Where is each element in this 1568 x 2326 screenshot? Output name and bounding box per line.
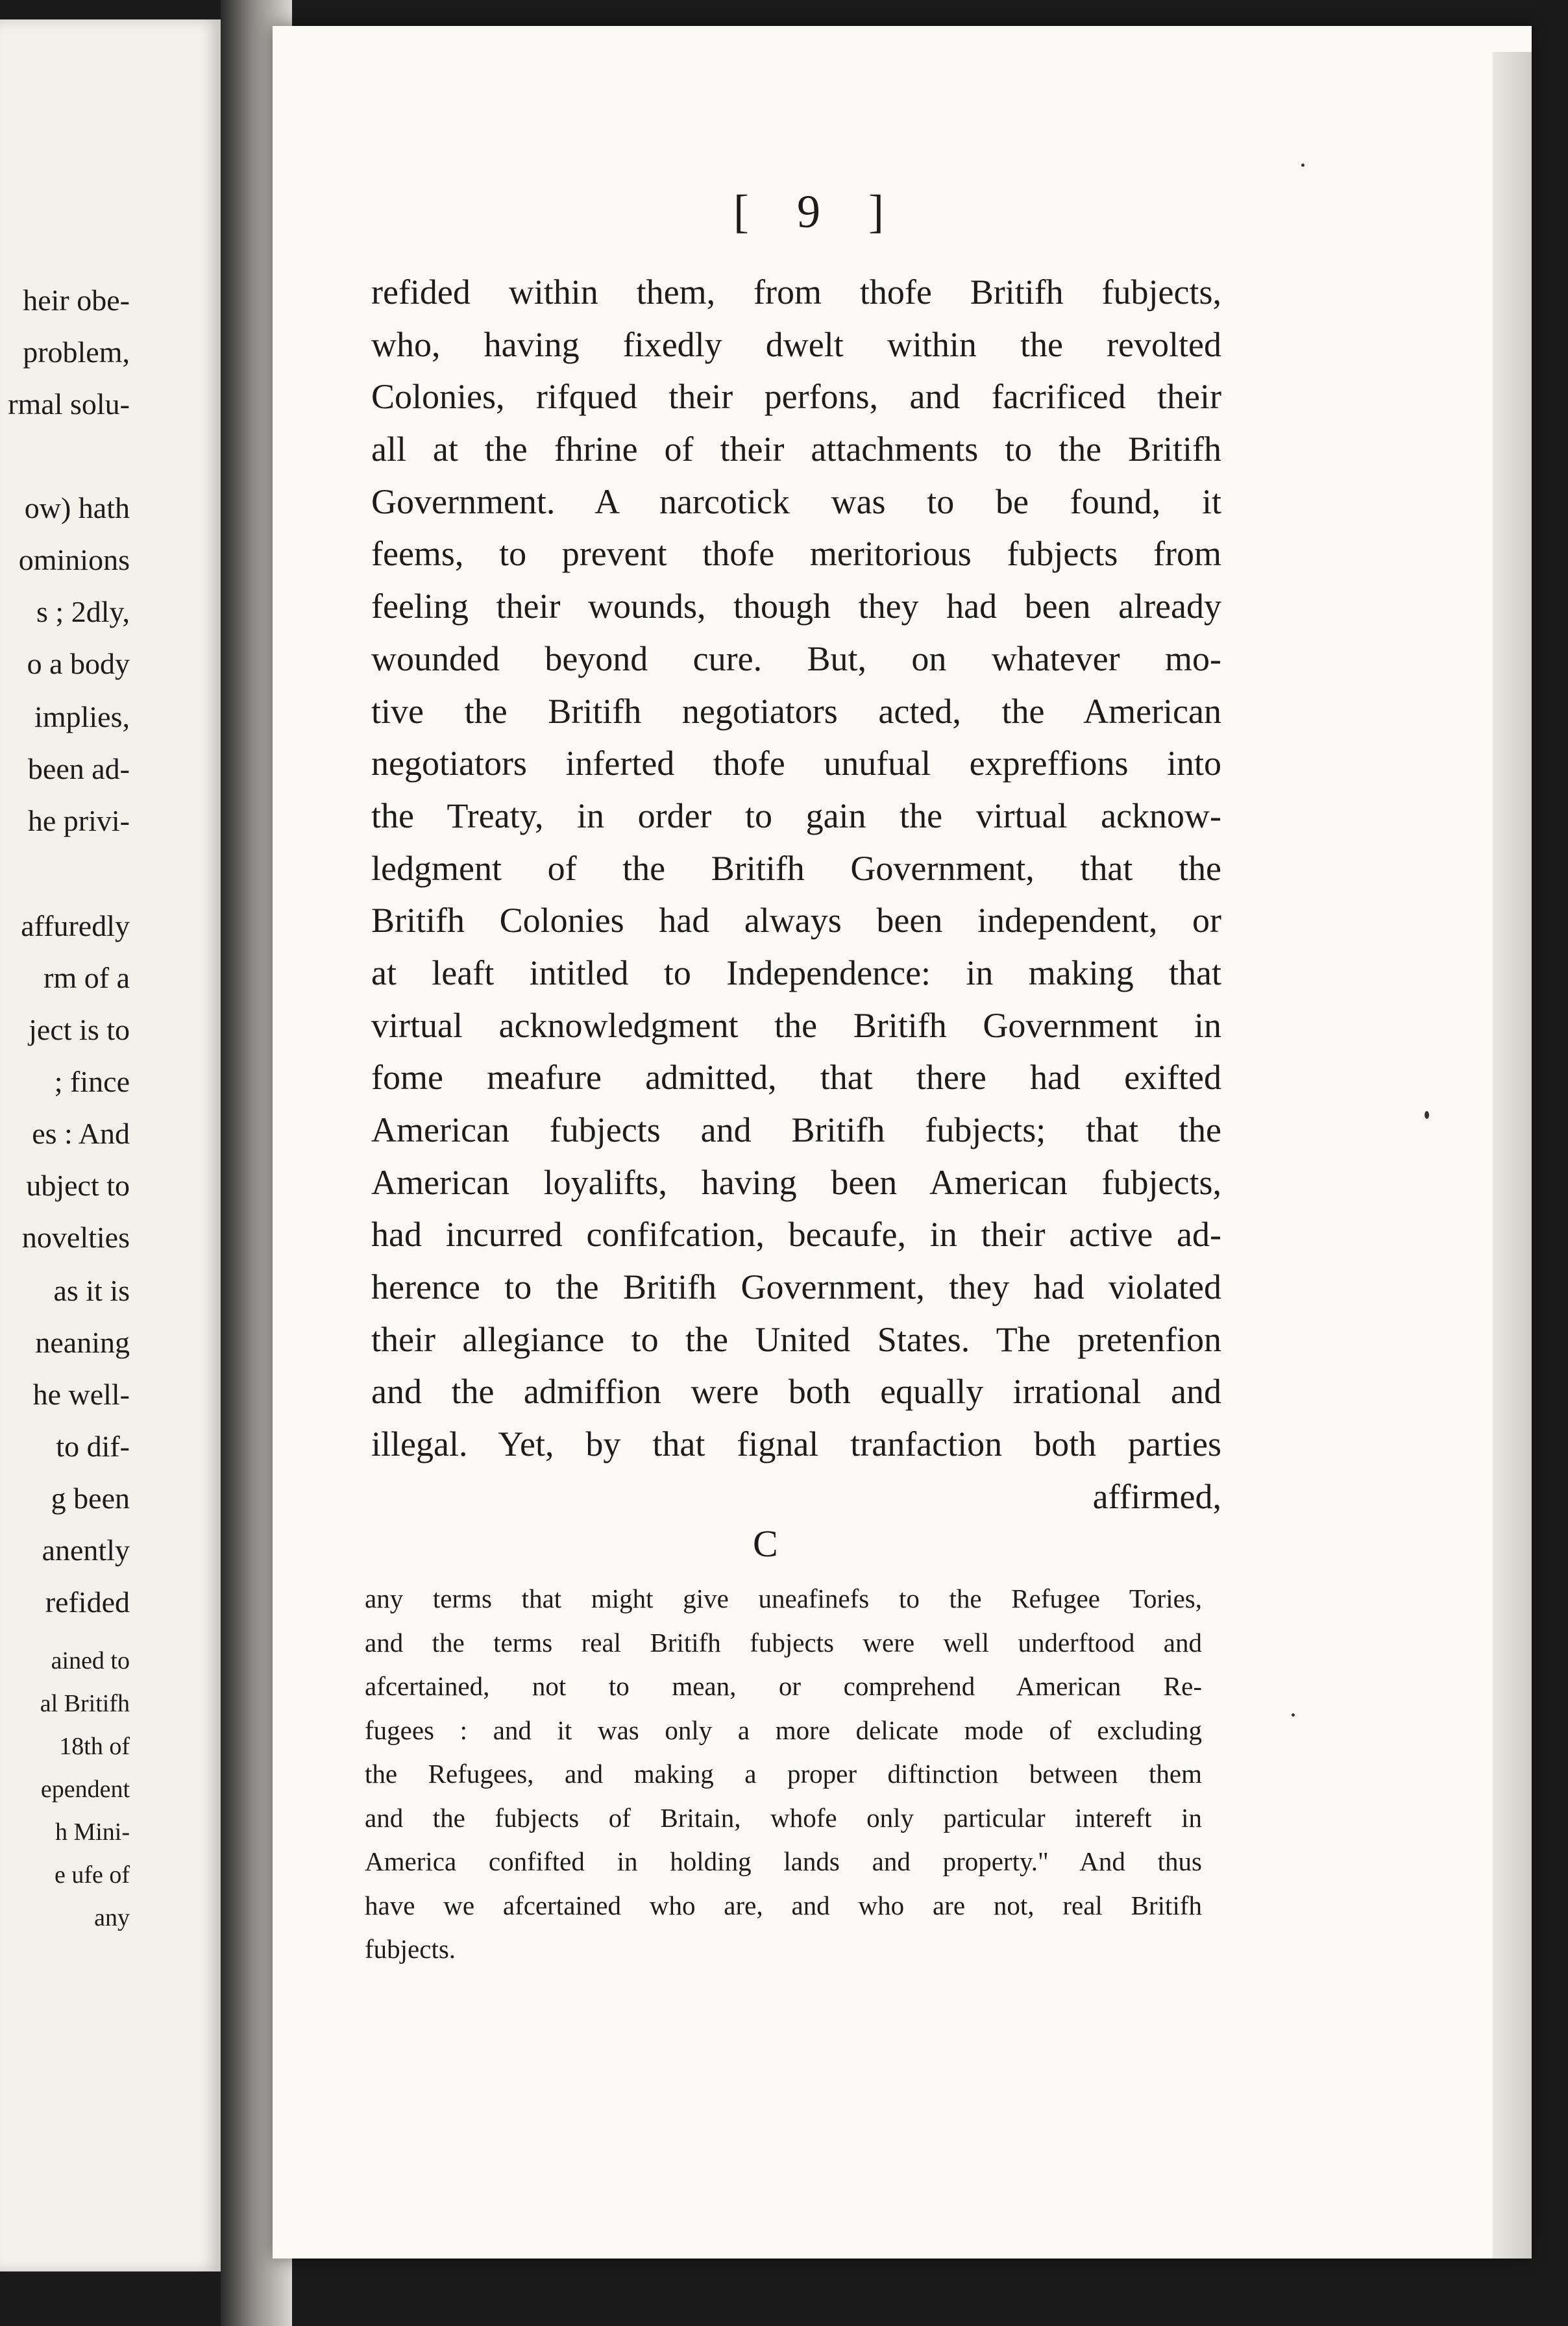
facing-page-line: o a body [27, 647, 130, 680]
ink-speck [1425, 1111, 1429, 1119]
signature-mark: C [753, 1523, 778, 1565]
body-line: negotiators inferted thofe unufual expreffions into [371, 744, 1221, 783]
footnote-line: fugees : and it was only a more delicate mode of excluding [365, 1715, 1202, 1745]
facing-page-line: ject is to [29, 1013, 130, 1046]
body-line: tive the Britifh negotiators acted, the American [371, 691, 1221, 731]
facing-page-line: ependent [40, 1776, 130, 1803]
body-line: ledgment of the Britifh Government, that the [371, 848, 1221, 888]
page-number: [ 9 ] [733, 186, 902, 238]
footnote-line: have we afcertained who are, and who are not, real Britifh [365, 1890, 1202, 1920]
facing-page-line: been ad- [27, 752, 130, 785]
body-text [371, 266, 1221, 1523]
facing-page-line: he privi- [27, 804, 130, 837]
facing-page-line: s ; 2dly, [36, 595, 130, 628]
facing-page-line: as it is [53, 1274, 130, 1307]
facing-page-line: ained to [51, 1647, 130, 1674]
facing-page-line: es : And [32, 1117, 130, 1150]
footnote-line: America confifted in holding lands and property." And thus [365, 1846, 1202, 1876]
facing-page-line: ubject to [26, 1169, 130, 1202]
facing-page-line: ow) hath [24, 491, 130, 524]
body-line: American loyalifts, having been American fubjects, [371, 1162, 1221, 1202]
facing-page-line: affuredly [21, 909, 130, 942]
footnote-line: afcertained, not to mean, or comprehend American Re- [365, 1671, 1202, 1701]
footnote-line: and the terms real Britifh fubjects were well underftood and [365, 1627, 1202, 1658]
catchword: affirmed, [1092, 1476, 1221, 1516]
body-line: fome meafure admitted, that there had exifted [371, 1058, 1221, 1097]
page-edge [1493, 52, 1532, 2259]
facing-page-line: any [94, 1904, 130, 1931]
facing-page-line: novelties [21, 1221, 130, 1254]
body-line: herence to the Britifh Government, they had violated [371, 1267, 1221, 1307]
body-line: Government. A narcotick was to be found, it [371, 482, 1221, 521]
facing-page-line: heir obe- [23, 284, 130, 317]
facing-page-line: g been [51, 1482, 130, 1515]
footnote-line: fubjects. [365, 1934, 456, 1964]
body-line: American fubjects and Britifh fubjects; that the [371, 1110, 1221, 1149]
footnote-line: the Refugees, and making a proper diftinction between them [365, 1759, 1202, 1789]
facing-page-line: al Britifh [40, 1690, 130, 1717]
facing-page-line: 18th of [59, 1733, 130, 1760]
footnote-line: and the fubjects of Britain, whofe only particular intereft in [365, 1802, 1202, 1833]
facing-page-line: refided [45, 1585, 130, 1619]
body-line: virtual acknowledgment the Britifh Government in [371, 1005, 1221, 1045]
ink-speck [1292, 1713, 1295, 1717]
facing-page-line: h Mini- [55, 1818, 130, 1846]
body-line: feems, to prevent thofe meritorious fubjects from [371, 534, 1221, 574]
body-line: and the admiffion were both equally irrational and [371, 1372, 1221, 1412]
body-line: the Treaty, in order to gain the virtual acknow- [371, 796, 1221, 835]
footnote [365, 1577, 1202, 1972]
facing-page-line: ; fince [54, 1065, 130, 1098]
body-line: at leaft intitled to Independence: in making that [371, 953, 1221, 992]
body-line: wounded beyond cure. But, on whatever mo- [371, 639, 1221, 678]
footnote-line: any terms that might give uneafinefs to the Refugee Tories, [365, 1584, 1202, 1613]
facing-page-line: anently [42, 1534, 130, 1567]
body-line: feeling their wounds, though they had been already [371, 587, 1221, 626]
body-line: had incurred confifcation, becaufe, in their active ad- [371, 1215, 1221, 1255]
facing-page [0, 19, 225, 2271]
facing-page-line: ominions [18, 543, 130, 576]
body-line: refided within them, from thofe Britifh fubjects, [371, 273, 1221, 312]
ink-speck [1301, 164, 1305, 167]
body-line: Colonies, rifqued their perfons, and facrificed their [371, 377, 1221, 417]
facing-page-line: rm of a [43, 961, 130, 994]
facing-page-line: to dif- [56, 1430, 130, 1463]
body-line: illegal. Yet, by that fignal tranfaction both parties [371, 1425, 1221, 1464]
facing-page-line: implies, [34, 700, 130, 733]
facing-page-line: he well- [32, 1378, 130, 1411]
facing-page-line: neaning [35, 1326, 130, 1359]
facing-page-line: problem, [23, 336, 130, 369]
body-line: Britifh Colonies had always been independent, or [371, 901, 1221, 940]
body-line: their allegiance to the United States. The pretenfion [371, 1319, 1221, 1359]
body-line: all at the fhrine of their attachments to the Britifh [371, 430, 1221, 469]
body-line: who, having fixedly dwelt within the revolted [371, 324, 1221, 364]
facing-page-line: rmal solu- [8, 387, 130, 421]
facing-page-line: e ufe of [54, 1861, 130, 1889]
